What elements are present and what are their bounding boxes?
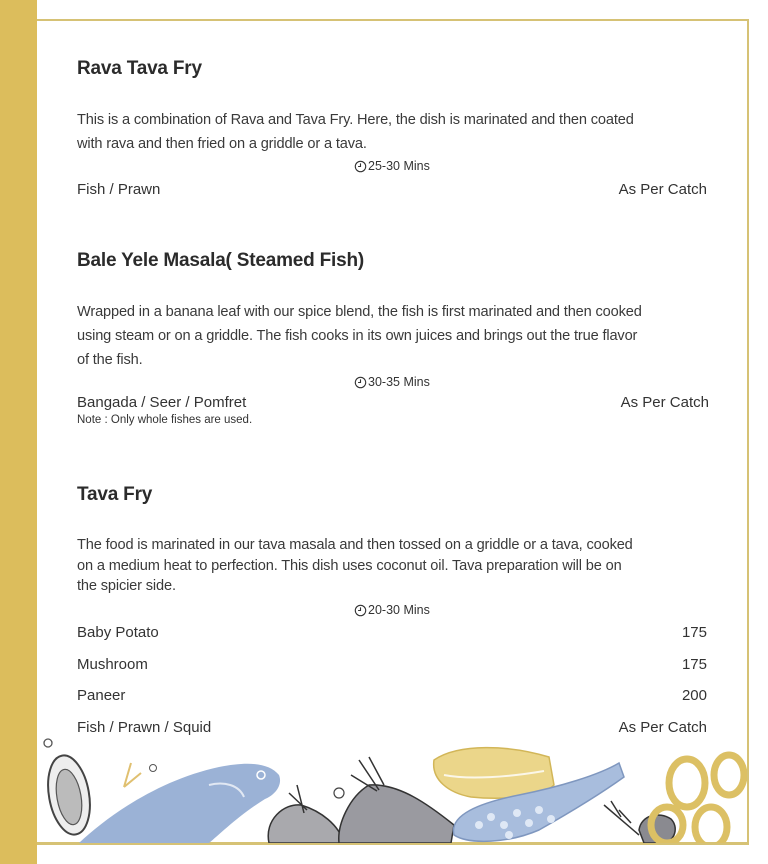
prep-time-label: 20-30 Mins [368,603,430,617]
description-line: Wrapped in a banana leaf with our spice blend, the fish is first marinated and then cooked [77,304,642,320]
clock-icon [354,604,367,617]
menu-item-row [77,394,709,411]
item-name: Bangada / Seer / Pomfret [77,394,247,411]
dish-description [77,535,633,597]
left-accent-bar [0,0,37,864]
item-price: 175 [681,656,707,673]
clock-icon [354,160,367,173]
item-name: Paneer [77,687,126,704]
prep-time-label: 30-35 Mins [368,375,430,389]
item-price: As Per Catch [618,181,707,198]
description-line: using steam or on a griddle. The fish cooks in its own juices and brings out the true flavor [77,328,638,344]
salmon-steak-icon [268,757,454,843]
fish-icon [79,764,280,843]
item-name: Baby Potato [77,624,159,641]
item-name: Fish / Prawn [77,181,161,198]
item-price: As Per Catch [620,394,709,411]
dish-description [77,300,642,372]
prep-time-label: 25-30 Mins [368,159,430,173]
oyster-icon [42,739,95,838]
menu-item-row [77,687,707,704]
description-line: of the fish. [77,352,143,368]
dish-bale-yele-masala [77,250,707,272]
description-line: on a medium heat to perfection. This dish uses coconut oil. Tava preparation will be on [77,557,622,574]
dish-rava-tava-fry [77,58,707,80]
item-price: As Per Catch [618,719,707,736]
dish-tava-fry [77,484,707,506]
item-name: Fish / Prawn / Squid [77,719,212,736]
dish-title: Rava Tava Fry [77,58,202,79]
description-line: the spicier side. [77,578,176,594]
seafood-illustration [39,735,747,843]
menu-item-row [77,656,707,673]
prep-time [354,375,430,389]
description-line: The food is marinated in our tava masala and then tossed on a griddle or a tava, cooked [77,537,633,553]
prep-time [354,159,430,173]
description-line: This is a combination of Rava and Tava Fry. Here, the dish is marinated and then coated [77,112,634,128]
item-name: Mushroom [77,656,148,673]
dish-title: Tava Fry [77,484,153,505]
description-line: with rava and then fried on a griddle or a tava. [77,136,367,152]
dish-title: Bale Yele Masala( Steamed Fish) [77,250,365,271]
item-price: 175 [681,624,707,641]
menu-item-row [77,719,707,736]
menu-item-row [77,624,707,641]
item-price: 200 [681,687,707,704]
clock-icon [354,376,367,389]
menu-item-row [77,181,707,198]
prep-time [354,603,430,617]
dish-note: Note : Only whole fishes are used. [77,414,253,426]
dish-description [77,108,634,156]
